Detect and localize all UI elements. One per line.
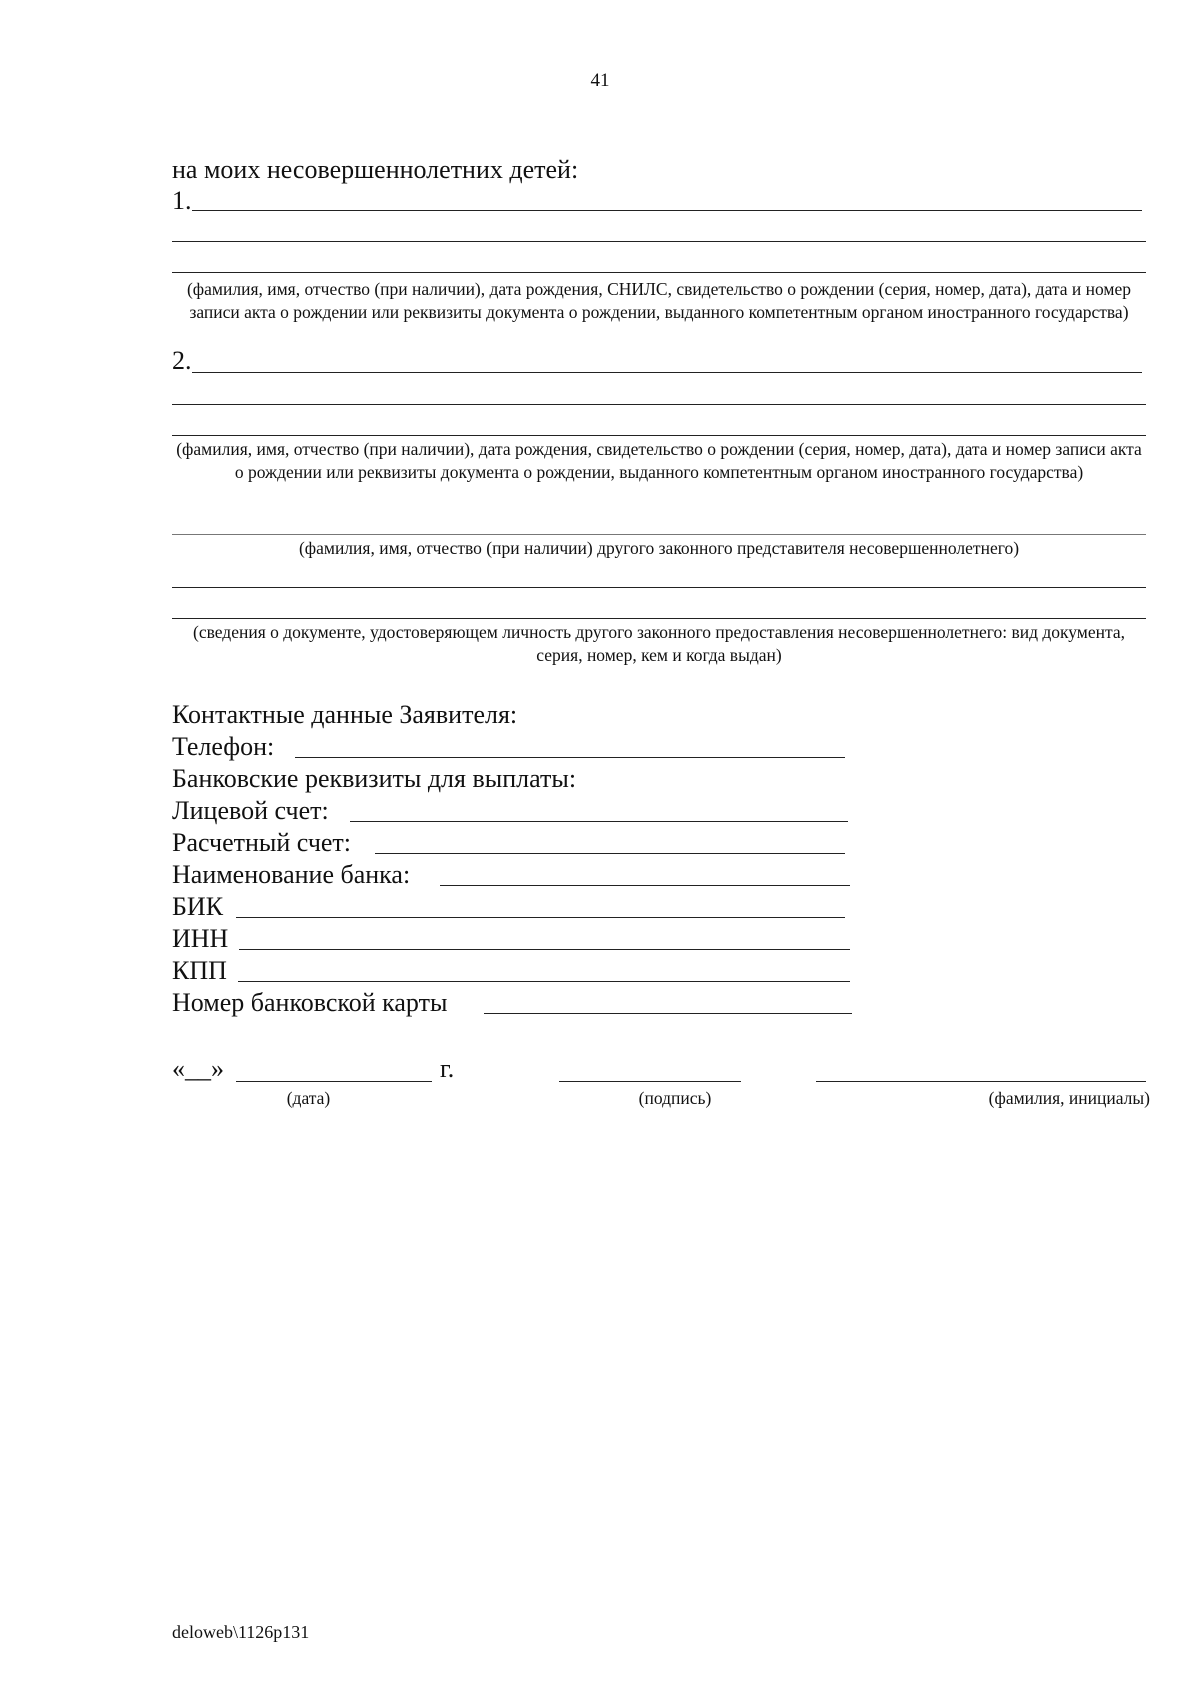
representative-name-caption: (фамилия, имя, отчество (при наличии) другого законного представителя несовершеннолетнего) [298, 538, 1020, 558]
kpp-label: КПП [172, 956, 227, 985]
child2-caption: (фамилия, имя, отчество (при наличии), дата рождения, свидетельство о рождении (серия, номер, дата), дата и номер записи акта о рождении или реквизиты документа о рождении, выданного компетентным органом иностранного государства) [176, 439, 1142, 482]
phone-blank[interactable] [295, 757, 845, 758]
child1-caption: (фамилия, имя, отчество (при наличии), дата рождения, СНИЛС, свидетельство о рождении (серия, номер, дата), дата и номер записи акта о рождении или реквизиты документа о рождении, выданного компетентным органом иностранного государства) [186, 279, 1132, 322]
date-blank[interactable] [236, 1081, 432, 1082]
name-initials-blank[interactable] [816, 1081, 1146, 1082]
bik-field[interactable] [172, 892, 847, 922]
card-number-label: Номер банковской карты [172, 988, 448, 1017]
bank-name-label: Наименование банка: [172, 860, 411, 889]
card-number-field[interactable] [172, 988, 854, 1018]
contacts-heading: Контактные данные Заявителя: [172, 700, 518, 729]
signature-blank[interactable] [559, 1081, 741, 1082]
card-number-blank[interactable] [484, 1013, 852, 1014]
bank-details-heading: Банковские реквизиты для выплаты: [172, 764, 577, 793]
page-number: 41 [590, 70, 610, 91]
representative-name-line[interactable] [172, 534, 1146, 535]
inn-label: ИНН [172, 924, 229, 953]
bank-name-blank[interactable] [440, 885, 850, 886]
child2-line-3[interactable] [172, 435, 1146, 436]
personal-account-blank[interactable] [350, 821, 848, 822]
bik-label: БИК [172, 892, 224, 921]
name-initials-caption: (фамилия, инициалы) [988, 1088, 1150, 1108]
kpp-blank[interactable] [238, 981, 850, 982]
inn-blank[interactable] [239, 949, 850, 950]
document-code: deloweb\1126p131 [172, 1622, 310, 1642]
representative-document-line-2[interactable] [172, 618, 1146, 619]
year-suffix: г. [440, 1054, 455, 1083]
signature-caption: (подпись) [638, 1088, 712, 1108]
phone-label: Телефон: [172, 732, 275, 761]
child1-line-2[interactable] [172, 241, 1146, 242]
personal-account-field[interactable] [172, 796, 850, 826]
settlement-account-label: Расчетный счет: [172, 828, 352, 857]
bank-name-field[interactable] [172, 860, 852, 890]
bik-blank[interactable] [236, 917, 845, 918]
date-day-quotes: «__» [172, 1054, 224, 1083]
child1-line-1[interactable] [192, 210, 1142, 211]
child2-number: 2. [172, 346, 192, 375]
child1-number: 1. [172, 186, 192, 215]
date-caption: (дата) [286, 1088, 331, 1108]
inn-field[interactable] [172, 924, 852, 954]
kpp-field[interactable] [172, 956, 852, 986]
settlement-account-blank[interactable] [375, 853, 845, 854]
phone-field[interactable] [172, 732, 847, 762]
children-heading: на моих несовершеннолетних детей: [172, 155, 579, 184]
representative-document-caption: (сведения о документе, удостоверяющем личность другого законного предоставления несовершеннолетнего: вид документа, серия, номер, кем и когда выдан) [193, 622, 1125, 665]
personal-account-label: Лицевой счет: [172, 796, 329, 825]
child2-line-1[interactable] [192, 372, 1142, 373]
child2-line-2[interactable] [172, 404, 1146, 405]
child1-line-3[interactable] [172, 272, 1146, 273]
representative-document-line-1[interactable] [172, 587, 1146, 588]
settlement-account-field[interactable] [172, 828, 847, 858]
